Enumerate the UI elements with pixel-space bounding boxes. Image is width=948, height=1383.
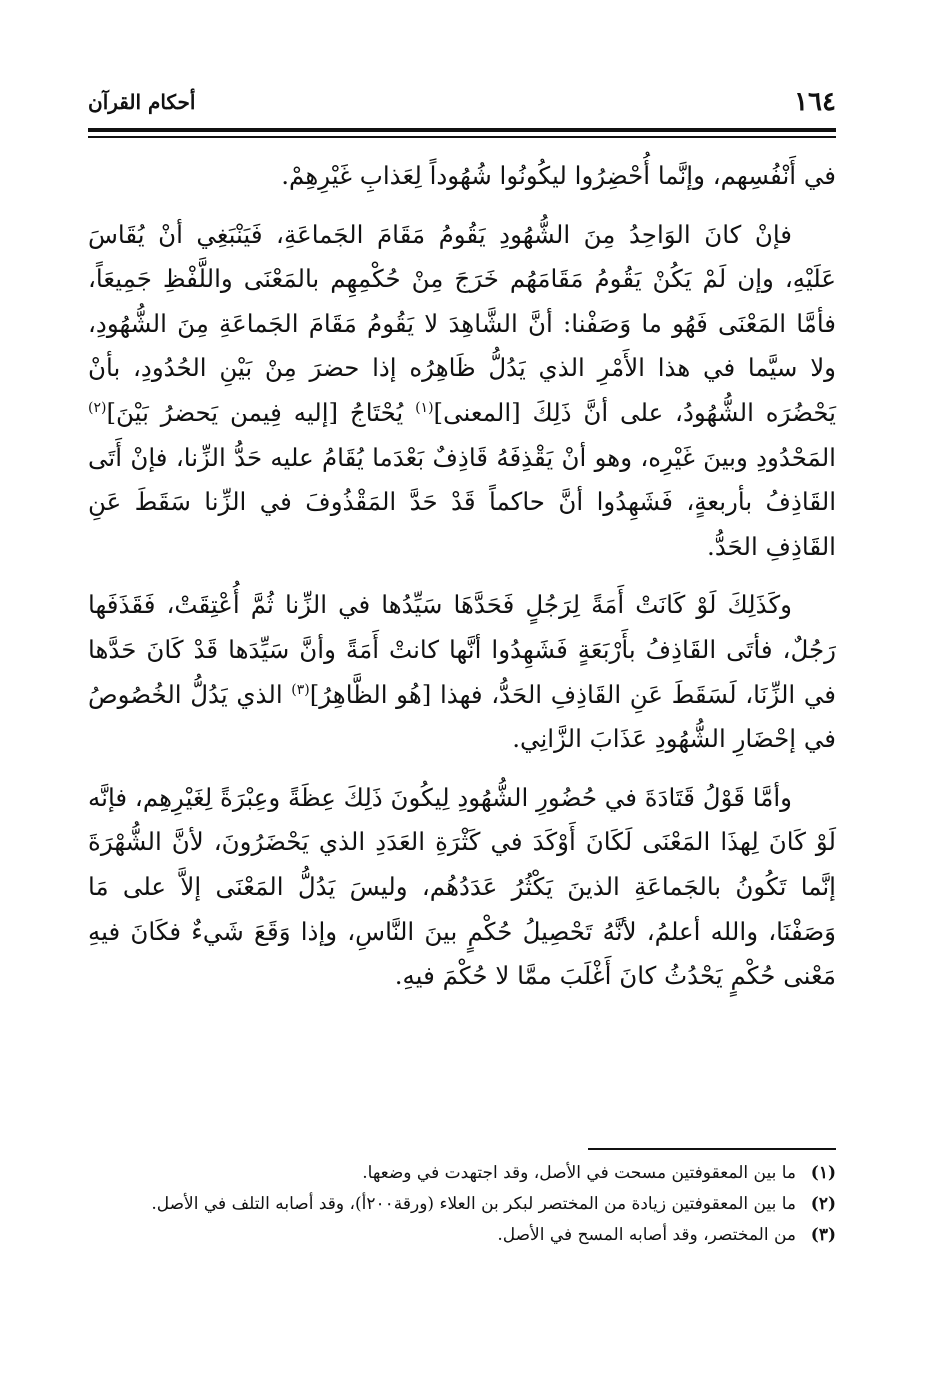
footnote-ref-3[interactable]: (٣) xyxy=(291,681,310,698)
header-rule-thin xyxy=(88,136,836,138)
running-title: أحكام القرآن xyxy=(88,90,196,114)
footnote-number: (٣) xyxy=(810,1225,836,1245)
footnote-1 xyxy=(88,1160,836,1187)
paragraph-4 xyxy=(88,776,836,999)
paragraph-text: المَحْدُودِ وبينَ غَيْرِه، وهو أنْ يَقْذِفَهُ قَاذِفٌ بَعْدَما يُقَامُ عليه حَدُّ الزِّنا، فإنْ أَتَى القَاذِفُ بأربعةٍ، فَشَهِدُوا أنَّ حاكماً قَدْ حَدَّ المَقْذُوفَ في الزِّنا سَقَطَ عَنِ القَاذِفِ الحَدُّ. xyxy=(88,442,836,561)
paragraph-text: يُحْتَاجُ [إليه فِيمن يَحضرُ بَيْنَ] xyxy=(106,397,416,427)
footnote-text: من المختصر، وقد أصابه المسح في الأصل. xyxy=(497,1225,796,1245)
paragraph-1 xyxy=(88,154,836,199)
footnote-ref-2[interactable]: (٢) xyxy=(88,399,107,416)
paragraph-text: وكَذَلِكَ لَوْ كَانَتْ أَمَةً لِرَجُلٍ فَحَدَّهَا سَيِّدُها في الزِّنا ثُمَّ أُعْتِقَتْ، فَقَذَفَها رَجُلٌ، فأتَى القَاذِفُ بأَرْبَعَةٍ فَشَهِدُوا أنَّها كانتْ أَمَةً وأنَّ سَيِّدَها قَدْ كَانَ حَدَّها في الزِّنَا، لَسَقَطَ عَنِ القَاذِفِ الحَدُّ، فهذا [هُو الظَّاهِرُ] xyxy=(88,590,836,709)
header-rule-thick xyxy=(88,128,836,132)
paragraph-text: الذي يَدُلُّ الخُصُوصُ في إحْضَارِ الشُّهُودِ عَذَابَ الزَّانِي. xyxy=(88,679,836,754)
paragraph-3 xyxy=(88,583,836,761)
footnote-number: (٢) xyxy=(810,1194,836,1214)
paragraph-text: فإنْ كانَ الوَاحِدُ مِنَ الشُّهُودِ يَقُومُ مَقَامَ الجَماعَةِ، فَيَنْبَغِي أنْ يُقَاسَ عَلَيْهِ، وإن لَمْ يَكُنْ يَقُومُ مَقَامَهُم خَرَجَ مِنْ حُكْمِهِم بالمَعْنَى واللَّفْظِ جَمِيعَاً، فأمَّا المَعْنَى فَهُو ما وَصَفْنا: أنَّ الشَّاهِدَ لا يَقُومُ مَقَامَ الجَماعَةِ مِنَ الشُّهُودِ، ولا سيَّما في هذا الأَمْرِ الذي يَدُلُّ ظَاهِرُه إذا حضرَ مِنْ بَيْنِ الحُدُودِ، بأنْ يَحْضُرَه الشُّهُودُ، على أنَّ ذَلِكَ [المعنى] xyxy=(88,219,837,427)
page-number: ١٦٤ xyxy=(794,87,836,117)
footnote-separator xyxy=(588,1148,836,1150)
paragraph-2 xyxy=(88,213,836,570)
paragraph-text: وأمَّا قَوْلُ قَتَادَةَ في حُضُورِ الشُّهُودِ لِيكُونَ ذَلِكَ عِظَةً وعِبْرَةً لِغَيْرِهِم، فإنَّه لَوْ كَانَ لِهذَا المَعْنَى لَكَانَ أَوْكَدَ في كَثْرَةِ العَدَدِ الذي يَحْضَرُونَ، لأنَّ الشُّهْرَةَ إنَّما تَكُونُ بالجَماعَةِ الذينَ يَكْثُرُ عَدَدُهُم، وليسَ يَدُلُّ المَعْنَى إلاَّ على مَا وَصَفْنَا، والله أعلمُ، لأنَّهُ تَحْصِيلُ حُكْمٍ بينَ النَّاسِ، وإذا وَقَعَ شَيءٌ فكَانَ فيهِ مَعْنى حُكْمٍ يَحْدُثُ كانَ أَغْلَبَ ممَّا لا حُكْمَ فيهِ. xyxy=(88,782,836,991)
footnote-3 xyxy=(88,1222,836,1249)
footnote-text: ما بين المعقوفتين زيادة من المختصر لبكر بن العلاء (ورقة٢٠٠أ)، وقد أصابه التلف في الأصل. xyxy=(151,1194,796,1214)
main-text xyxy=(88,154,836,999)
page-header xyxy=(88,82,836,122)
footnote-number: (١) xyxy=(810,1163,836,1183)
paragraph-text: في أَنْفُسِهم، وإنَّما أُحْضِرُوا ليكُونُوا شُهُوداً لِعَذابِ غَيْرِهِمْ. xyxy=(281,161,836,190)
footnote-2 xyxy=(88,1191,836,1218)
footnote-text: ما بين المعقوفتين مسحت في الأصل، وقد اجتهدت في وضعها. xyxy=(362,1163,796,1183)
footnotes xyxy=(88,1160,836,1253)
footnote-ref-1[interactable]: (١) xyxy=(415,399,434,416)
